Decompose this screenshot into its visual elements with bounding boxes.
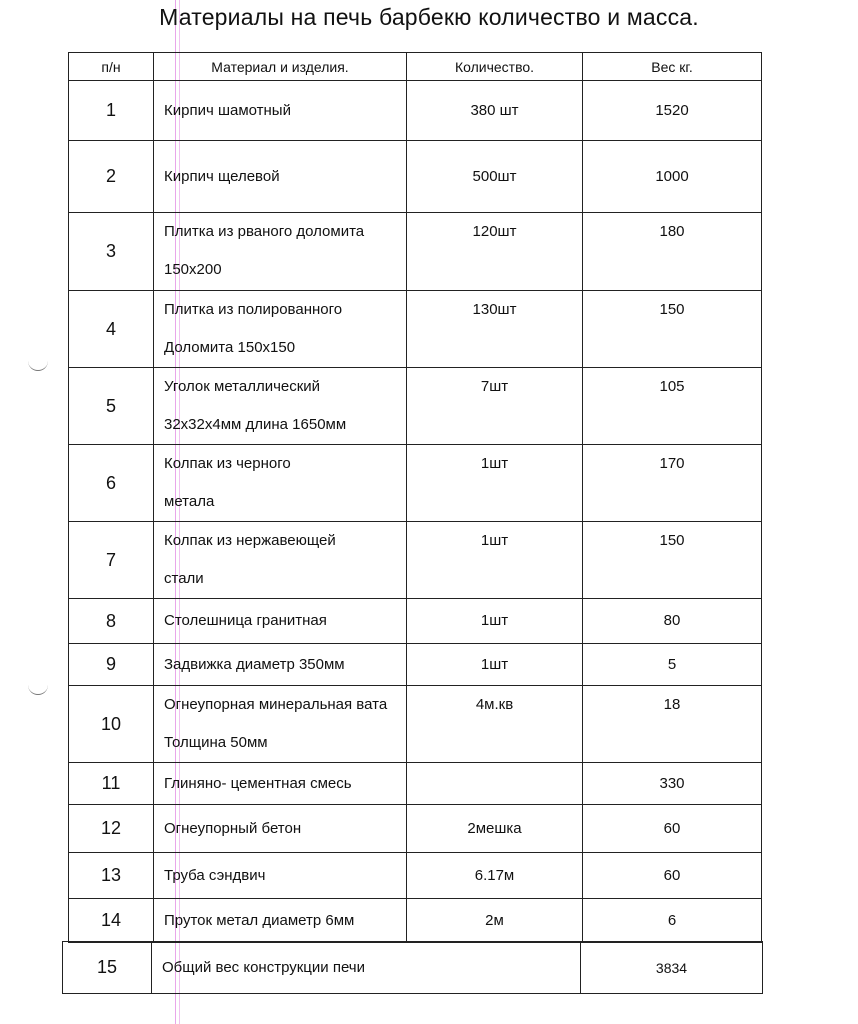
material-line-1: Плитка из полированного	[164, 301, 343, 318]
row-material	[154, 763, 407, 805]
table-row	[69, 805, 762, 853]
row-quantity: 1шт	[407, 599, 583, 644]
row-weight: 18	[583, 686, 762, 763]
row-material	[154, 81, 407, 141]
row-quantity: 1шт	[407, 522, 583, 599]
row-quantity	[407, 763, 583, 805]
total-row	[63, 942, 763, 994]
row-num: 10	[69, 686, 154, 763]
row-num: 14	[69, 899, 154, 943]
row-weight: 1520	[583, 81, 762, 141]
row-material	[154, 291, 407, 368]
row-quantity: 7шт	[407, 368, 583, 445]
material-line-1: Кирпич щелевой	[164, 167, 280, 185]
header-material: Материал и изделия.	[154, 53, 407, 81]
table-row	[69, 522, 762, 599]
row-num: 4	[69, 291, 154, 368]
row-num: 7	[69, 522, 154, 599]
row-weight: 6	[583, 899, 762, 943]
material-line-1: Уголок металлический	[164, 378, 321, 395]
materials-table	[68, 52, 762, 943]
header-quantity: Количество.	[407, 53, 583, 81]
material-line-1: Труба сэндвич	[164, 866, 266, 884]
row-material	[154, 644, 407, 686]
row-material	[154, 445, 407, 522]
table-row	[69, 141, 762, 213]
row-material	[154, 899, 407, 943]
row-num: 1	[69, 81, 154, 141]
row-weight: 5	[583, 644, 762, 686]
row-quantity: 4м.кв	[407, 686, 583, 763]
material-line-1: Огнеупорный бетон	[164, 819, 302, 837]
material-line-2: метала	[164, 493, 215, 510]
row-weight: 1000	[583, 141, 762, 213]
material-line-1: Столешница гранитная	[164, 612, 327, 629]
table-row	[69, 368, 762, 445]
material-line-1: Задвижка диаметр 350мм	[164, 655, 345, 673]
table-header-row	[69, 53, 762, 81]
total-weight: 3834	[581, 942, 763, 994]
table-row	[69, 644, 762, 686]
row-num: 13	[69, 853, 154, 899]
row-num: 6	[69, 445, 154, 522]
row-weight: 330	[583, 763, 762, 805]
row-quantity: 1шт	[407, 445, 583, 522]
row-quantity: 6.17м	[407, 853, 583, 899]
table-row	[69, 599, 762, 644]
punch-hole-mark	[28, 360, 48, 371]
table-row	[69, 213, 762, 291]
table-row	[69, 291, 762, 368]
material-line-2: Доломита 150х150	[164, 339, 296, 356]
row-num: 8	[69, 599, 154, 644]
material-line-1: Пруток метал диаметр 6мм	[164, 911, 355, 929]
row-weight: 150	[583, 291, 762, 368]
total-table	[62, 941, 763, 994]
material-line-1: Колпак из черного	[164, 455, 291, 472]
row-quantity: 500шт	[407, 141, 583, 213]
material-line-2: Толщина 50мм	[164, 734, 268, 751]
table-row	[69, 686, 762, 763]
row-num: 5	[69, 368, 154, 445]
row-quantity: 2мешка	[407, 805, 583, 853]
material-line-2: 150х200	[164, 261, 222, 278]
row-weight: 180	[583, 213, 762, 291]
row-weight: 105	[583, 368, 762, 445]
material-line-1: Плитка из рваного доломита	[164, 223, 365, 240]
row-quantity: 120шт	[407, 213, 583, 291]
row-material	[154, 522, 407, 599]
material-line-1: Колпак из нержавеющей	[164, 532, 336, 549]
row-weight: 170	[583, 445, 762, 522]
row-num: 3	[69, 213, 154, 291]
table-row	[69, 81, 762, 141]
row-quantity: 380 шт	[407, 81, 583, 141]
punch-hole-mark	[28, 684, 48, 695]
row-quantity: 2м	[407, 899, 583, 943]
material-line-2: стали	[164, 570, 204, 587]
table-row	[69, 763, 762, 805]
row-num: 2	[69, 141, 154, 213]
row-material	[154, 213, 407, 291]
row-weight: 60	[583, 805, 762, 853]
document-title: Материалы на печь барбекю количество и масса.	[159, 4, 699, 30]
row-material	[154, 599, 407, 644]
material-line-2: 32х32х4мм длина 1650мм	[164, 416, 347, 433]
header-weight: Вес кг.	[583, 53, 762, 81]
row-num: 12	[69, 805, 154, 853]
row-material	[154, 686, 407, 763]
row-material	[154, 141, 407, 213]
row-num: 11	[69, 763, 154, 805]
row-weight: 150	[583, 522, 762, 599]
row-material	[154, 368, 407, 445]
table-row	[69, 899, 762, 943]
total-num: 15	[63, 942, 152, 994]
row-weight: 80	[583, 599, 762, 644]
row-material	[154, 805, 407, 853]
table-row	[69, 445, 762, 522]
row-num: 9	[69, 644, 154, 686]
row-weight: 60	[583, 853, 762, 899]
material-line-1: Глиняно- цементная смесь	[164, 774, 352, 792]
header-num: п/н	[69, 53, 154, 81]
row-quantity: 1шт	[407, 644, 583, 686]
table-row	[69, 853, 762, 899]
row-material	[154, 853, 407, 899]
material-line-1: Огнеупорная минеральная вата	[164, 696, 388, 713]
row-quantity: 130шт	[407, 291, 583, 368]
total-label: Общий вес конструкции печи	[152, 942, 581, 994]
material-line-1: Кирпич шамотный	[164, 101, 291, 119]
